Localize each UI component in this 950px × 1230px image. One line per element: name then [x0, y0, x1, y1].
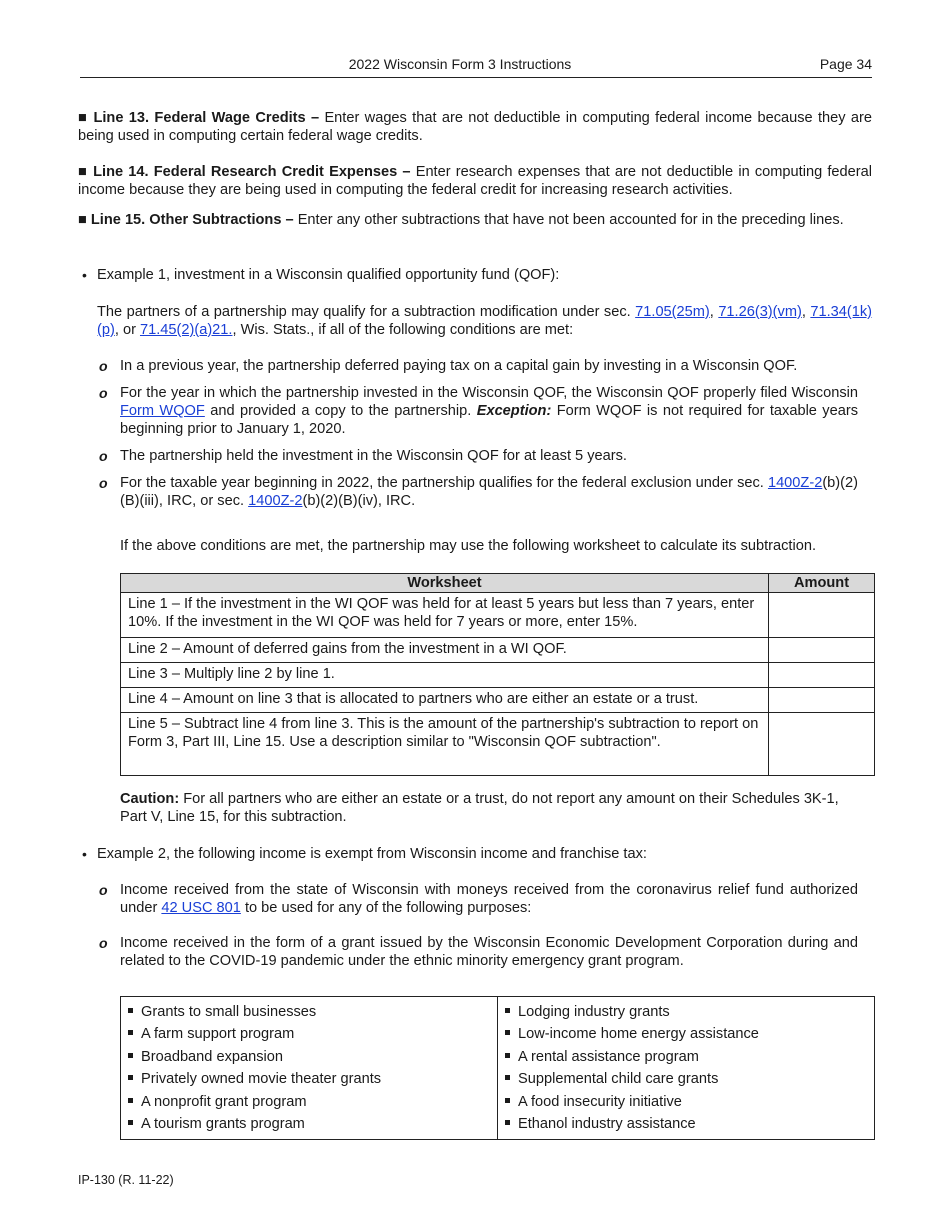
line-14-paragraph	[78, 163, 872, 199]
grant-purpose: Ethanol industry assistance	[518, 1115, 696, 1132]
square-bullet-icon	[128, 1030, 133, 1035]
grant-purpose: A tourism grants program	[141, 1115, 305, 1132]
grant-purpose: Lodging industry grants	[518, 1004, 670, 1020]
condition-4-post: (b)(2)(B)(iv), IRC.	[302, 493, 416, 509]
square-bullet-icon	[505, 1075, 510, 1080]
worksheet-intro: If the above conditions are met, the partnership may use the following worksheet to calculate its subtraction.	[120, 538, 817, 554]
grant-purpose: Supplemental child care grants	[518, 1071, 719, 1088]
statute-link-71-45-2-a-21[interactable]: 71.45(2)(a)21.	[139, 322, 233, 338]
grant-purposes-right-column	[498, 997, 875, 1140]
condition-1: In a previous year, the partnership deferred paying tax on a capital gain by investing in a Wisconsin QOF.	[120, 358, 798, 374]
page-number: Page 34	[819, 56, 872, 72]
square-bullet-icon	[505, 1008, 510, 1013]
condition-4-pre: For the taxable year beginning in 2022, the partnership qualifies for the federal exclusion under sec.	[120, 475, 768, 491]
condition-2	[120, 384, 858, 438]
example-1-intro-post: , Wis. Stats., if all of the following conditions are met:	[232, 322, 574, 338]
condition-2-mid: and provided a copy to the partnership.	[204, 403, 477, 419]
list-item	[505, 1046, 868, 1068]
example-1-title: Example 1, investment in a Wisconsin qualified opportunity fund (QOF):	[97, 267, 560, 283]
worksheet-header-row	[121, 574, 875, 593]
condition-2-pre: For the year in which the partnership invested in the Wisconsin QOF, the Wisconsin QOF properly filed Wisconsin	[120, 385, 858, 401]
grant-purposes-left-column	[121, 997, 498, 1140]
example-1-bullet: •	[82, 267, 87, 283]
square-bullet-icon	[505, 1053, 510, 1058]
amount-cell-line-1[interactable]	[769, 593, 875, 638]
separator: ,	[709, 304, 719, 320]
condition-4	[120, 474, 858, 510]
line-13-paragraph	[78, 109, 872, 145]
grant-purpose: Privately owned movie theater grants	[141, 1071, 382, 1088]
worksheet-row	[121, 638, 875, 663]
worksheet-row	[121, 688, 875, 713]
square-bullet-icon	[505, 1120, 510, 1125]
line-13-text: Enter wages that are not deductible in computing federal income because they are being used in computing certain federal wage credits.	[78, 110, 872, 144]
exempt-item-2-circle-bullet-icon: o	[99, 935, 108, 951]
list-item	[128, 1113, 491, 1135]
list-item	[128, 1046, 491, 1068]
amount-cell-line-4[interactable]	[769, 688, 875, 713]
separator: , or	[114, 322, 140, 338]
list-item	[505, 1001, 868, 1023]
exception-label: Exception:	[476, 403, 552, 419]
square-bullet-icon	[128, 1098, 133, 1103]
square-bullet-icon	[128, 1008, 133, 1013]
square-bullet-icon	[128, 1120, 133, 1125]
condition-2-circle-bullet-icon: o	[99, 385, 108, 401]
square-bullet-icon	[128, 1053, 133, 1058]
worksheet-row	[121, 593, 875, 638]
worksheet-line-3: Line 3 – Multiply line 2 by line 1.	[121, 663, 769, 688]
grant-purposes-table	[120, 996, 875, 1140]
irc-1400z-2-link-2[interactable]: 1400Z-2	[248, 493, 303, 509]
separator: ,	[801, 304, 811, 320]
worksheet-line-1: Line 1 – If the investment in the WI QOF was held for at least 5 years but less than 7 years, enter 10%. If the investment in the WI QOF was held for 7 years or more, enter 15%.	[121, 593, 769, 638]
irc-1400z-2-link[interactable]: 1400Z-2	[767, 475, 823, 491]
qof-worksheet-table	[120, 573, 875, 776]
example-2-title: Example 2, the following income is exempt from Wisconsin income and franchise tax:	[97, 846, 647, 862]
grant-purpose: A food insecurity initiative	[518, 1093, 682, 1110]
list-item	[505, 1091, 868, 1113]
condition-4-circle-bullet-icon: o	[99, 475, 108, 491]
square-bullet-icon	[505, 1098, 510, 1103]
list-item	[505, 1068, 868, 1090]
form-id-footer: IP-130 (R. 11-22)	[78, 1173, 174, 1187]
exempt-item-2: Income received in the form of a grant issued by the Wisconsin Economic Development Corporation during and related to the COVID-19 pandemic under the ethnic minority emergency grant program.	[120, 935, 858, 969]
exempt-item-1	[120, 881, 858, 917]
grant-purpose: A nonprofit grant program	[141, 1093, 307, 1110]
square-bullet-icon	[505, 1030, 510, 1035]
line-13-label: Line 13. Federal Wage Credits –	[93, 110, 320, 126]
header-title: 2022 Wisconsin Form 3 Instructions	[348, 56, 572, 72]
line-15-text: Enter any other subtractions that have not been accounted for in the preceding lines.	[293, 212, 844, 228]
line-13-marker: ■	[78, 110, 89, 126]
grant-purpose: Grants to small businesses	[141, 1004, 317, 1020]
usc-42-801-link[interactable]: 42 USC 801	[161, 900, 241, 916]
list-item	[505, 1113, 868, 1135]
worksheet-line-4: Line 4 – Amount on line 3 that is allocated to partners who are either an estate or a trust.	[121, 688, 769, 713]
worksheet-column-header: Worksheet	[121, 574, 769, 593]
worksheet-line-2: Line 2 – Amount of deferred gains from the investment in a WI QOF.	[121, 638, 769, 663]
caution-text: For all partners who are either an estate or a trust, do not report any amount on their Schedules 3K-1, Part V, Line 15, for this subtraction.	[120, 791, 839, 825]
condition-1-circle-bullet-icon: o	[99, 358, 108, 374]
statute-link-71-26-3-vm[interactable]: 71.26(3)(vm)	[718, 304, 802, 320]
statute-link-71-05-25m[interactable]: 71.05(25m)	[635, 304, 710, 320]
worksheet-row	[121, 663, 875, 688]
worksheet-row	[121, 713, 875, 776]
list-item	[128, 1091, 491, 1113]
grant-purpose: A farm support program	[141, 1026, 295, 1043]
condition-4-mid: (b)(2)(B)(iii), IRC, or sec.	[120, 475, 858, 509]
square-bullet-icon	[128, 1075, 133, 1080]
grant-purpose: Broadband expansion	[141, 1048, 283, 1065]
example-1-intro	[97, 303, 872, 339]
line-15-paragraph	[78, 211, 872, 229]
exempt-item-1-post: to be used for any of the following purposes:	[240, 900, 532, 916]
amount-cell-line-2[interactable]	[769, 638, 875, 663]
line-14-label: Line 14. Federal Research Credit Expenses –	[93, 164, 411, 180]
amount-column-header: Amount	[769, 574, 875, 593]
form-wqof-link[interactable]: Form WQOF	[120, 403, 205, 419]
example-2-bullet: •	[82, 846, 87, 862]
amount-cell-line-3[interactable]	[769, 663, 875, 688]
line-14-text: Enter research expenses that are not deductible in computing federal income because they are being used in computing the federal credit for increasing research activities.	[78, 164, 872, 198]
line-15-label: Line 15. Other Subtractions –	[90, 212, 294, 228]
condition-2-post: Form WQOF is not required for taxable years beginning prior to January 1, 2020.	[120, 403, 858, 437]
example-1-intro-pre: The partners of a partnership may qualify for a subtraction modification under sec.	[97, 304, 636, 320]
statute-link-71-34-1k-p[interactable]: 71.34(1k)(p)	[97, 304, 873, 338]
caution-note	[120, 790, 858, 826]
list-item	[128, 1023, 491, 1045]
exempt-item-1-circle-bullet-icon: o	[99, 882, 108, 898]
amount-cell-line-5[interactable]	[769, 713, 875, 776]
grant-purpose: A rental assistance program	[518, 1048, 699, 1065]
caution-label: Caution:	[120, 791, 180, 807]
line-15-marker: ■	[78, 212, 87, 228]
condition-3-circle-bullet-icon: o	[99, 448, 108, 464]
list-item	[505, 1023, 868, 1045]
list-item	[128, 1001, 491, 1023]
grant-purpose: Low-income home energy assistance	[518, 1026, 759, 1043]
list-item	[128, 1068, 491, 1090]
worksheet-line-5: Line 5 – Subtract line 4 from line 3. This is the amount of the partnership's subtraction to report on Form 3, Part III, Line 15. Use a description similar to "Wisconsin QOF subtraction".	[121, 713, 769, 776]
line-14-marker: ■	[78, 164, 88, 180]
header-rule	[80, 77, 872, 78]
condition-3: The partnership held the investment in the Wisconsin QOF for at least 5 years.	[120, 448, 627, 464]
exempt-item-1-pre: Income received from the state of Wisconsin with moneys received from the coronavirus relief fund authorized under	[120, 882, 858, 916]
